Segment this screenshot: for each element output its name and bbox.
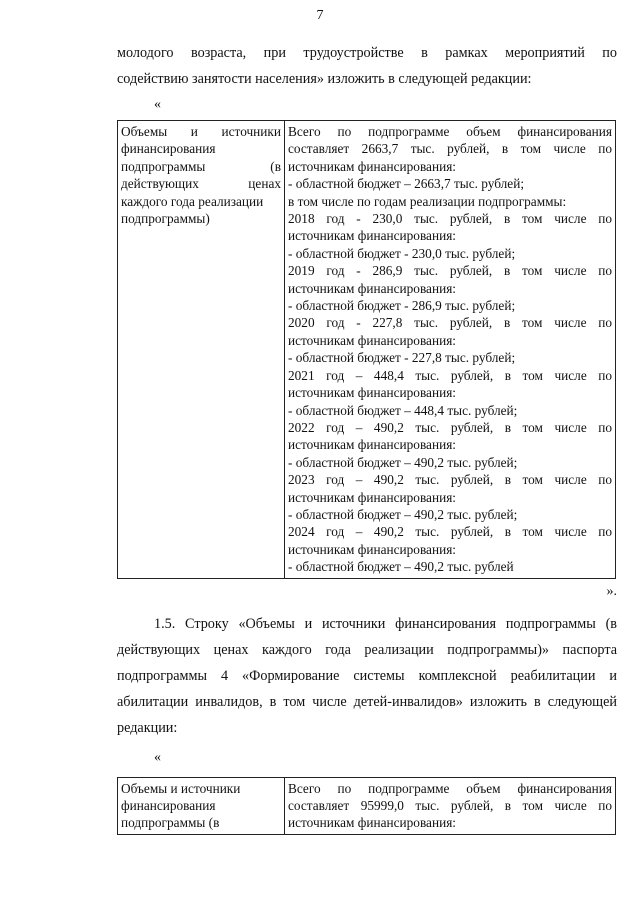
cell-line: 2022 год – 490,2 тыс. рублей, в том числе по bbox=[288, 419, 612, 435]
document-body bbox=[117, 40, 617, 835]
cell-line: источникам финансирования: bbox=[288, 332, 457, 348]
cell-line: финансирования bbox=[121, 797, 216, 813]
cell-line: Всего по подпрограмме объем финансирования bbox=[288, 780, 612, 796]
cell-line: составляет 95999,0 тыс. рублей, в том числе по bbox=[288, 797, 612, 813]
section-line: подпрограммы 4 «Формирование системы комплексной реабилитации и bbox=[117, 667, 617, 684]
cell-line: источникам финансирования: bbox=[288, 280, 457, 296]
table-row bbox=[118, 777, 616, 834]
cell-line: - областной бюджет – 490,2 тыс. рублей; bbox=[288, 454, 518, 470]
cell-line: - областной бюджет – 490,2 тыс. рублей; bbox=[288, 506, 518, 522]
page-number: 7 bbox=[316, 8, 324, 23]
section-line: 1.5. Строку «Объемы и источники финансирования подпрограммы (в bbox=[154, 615, 617, 632]
cell-line: подпрограммы (в bbox=[121, 815, 220, 831]
cell-line: 2024 год – 490,2 тыс. рублей, в том числе по bbox=[288, 524, 612, 540]
cell-line: источникам финансирования: bbox=[288, 158, 457, 174]
cell-line: источникам финансирования: bbox=[288, 489, 457, 505]
cell-line: - областной бюджет - 227,8 тыс. рублей; bbox=[288, 350, 516, 366]
section-line: редакции: bbox=[117, 719, 178, 736]
cell-line: 2019 год - 286,9 тыс. рублей, в том числе по bbox=[288, 263, 612, 279]
row-value-cell bbox=[285, 777, 616, 834]
section-1-5-paragraph bbox=[117, 611, 617, 741]
cell-line: составляет 2663,7 тыс. рублей, в том числе по bbox=[288, 141, 612, 157]
cell-line: - областной бюджет – 490,2 тыс. рублей bbox=[288, 559, 514, 575]
cell-line: подпрограммы (в bbox=[121, 158, 281, 174]
cell-line: 2021 год – 448,4 тыс. рублей, в том числе по bbox=[288, 367, 612, 383]
cell-line: Всего по подпрограмме объем финансирования bbox=[288, 124, 612, 139]
opening-quote: « bbox=[154, 97, 161, 112]
cell-line: источникам финансирования: bbox=[288, 815, 457, 831]
cell-line: источникам финансирования: bbox=[288, 541, 457, 557]
intro-line: молодого возраста, при трудоустройстве в рамках мероприятий по bbox=[117, 45, 617, 61]
cell-line: - областной бюджет – 448,4 тыс. рублей; bbox=[288, 402, 518, 418]
financing-table-2 bbox=[117, 777, 616, 835]
row-label-cell bbox=[118, 777, 285, 834]
cell-line: источникам финансирования: bbox=[288, 385, 457, 401]
cell-line: - областной бюджет - 286,9 тыс. рублей; bbox=[288, 298, 516, 314]
opening-quote: « bbox=[154, 749, 161, 765]
closing-quote: ». bbox=[606, 583, 617, 599]
cell-line: действующих ценах bbox=[121, 176, 281, 192]
cell-line: каждого года реализации bbox=[121, 193, 264, 209]
cell-line: Объемы и источники bbox=[121, 124, 281, 139]
section-line: абилитации инвалидов, в том числе детей-инвалидов» изложить в следующей bbox=[117, 693, 617, 710]
cell-line: источникам финансирования: bbox=[288, 228, 457, 244]
cell-line: Объемы и источники bbox=[121, 780, 241, 796]
row-value-cell bbox=[285, 121, 616, 579]
cell-line: 2018 год - 230,0 тыс. рублей, в том числе по bbox=[288, 211, 612, 227]
cell-line: - областной бюджет – 2663,7 тыс. рублей; bbox=[288, 176, 525, 192]
cell-line: подпрограммы) bbox=[121, 211, 210, 227]
cell-line: 2020 год - 227,8 тыс. рублей, в том числе по bbox=[288, 315, 612, 331]
section-line: действующих ценах каждого года реализации подпрограммы)» паспорта bbox=[117, 641, 617, 658]
cell-line: - областной бюджет - 230,0 тыс. рублей; bbox=[288, 245, 516, 261]
cell-line: финансирования bbox=[121, 141, 216, 157]
row-label-cell bbox=[118, 121, 285, 579]
table-row bbox=[118, 121, 616, 579]
intro-line: содействию занятости населения» изложить в следующей редакции: bbox=[117, 71, 532, 87]
cell-line: в том числе по годам реализации подпрограммы: bbox=[288, 193, 567, 209]
intro-paragraph bbox=[117, 40, 617, 92]
cell-line: 2023 год – 490,2 тыс. рублей, в том числе по bbox=[288, 472, 612, 488]
financing-table-1 bbox=[117, 120, 616, 579]
cell-line: источникам финансирования: bbox=[288, 437, 457, 453]
